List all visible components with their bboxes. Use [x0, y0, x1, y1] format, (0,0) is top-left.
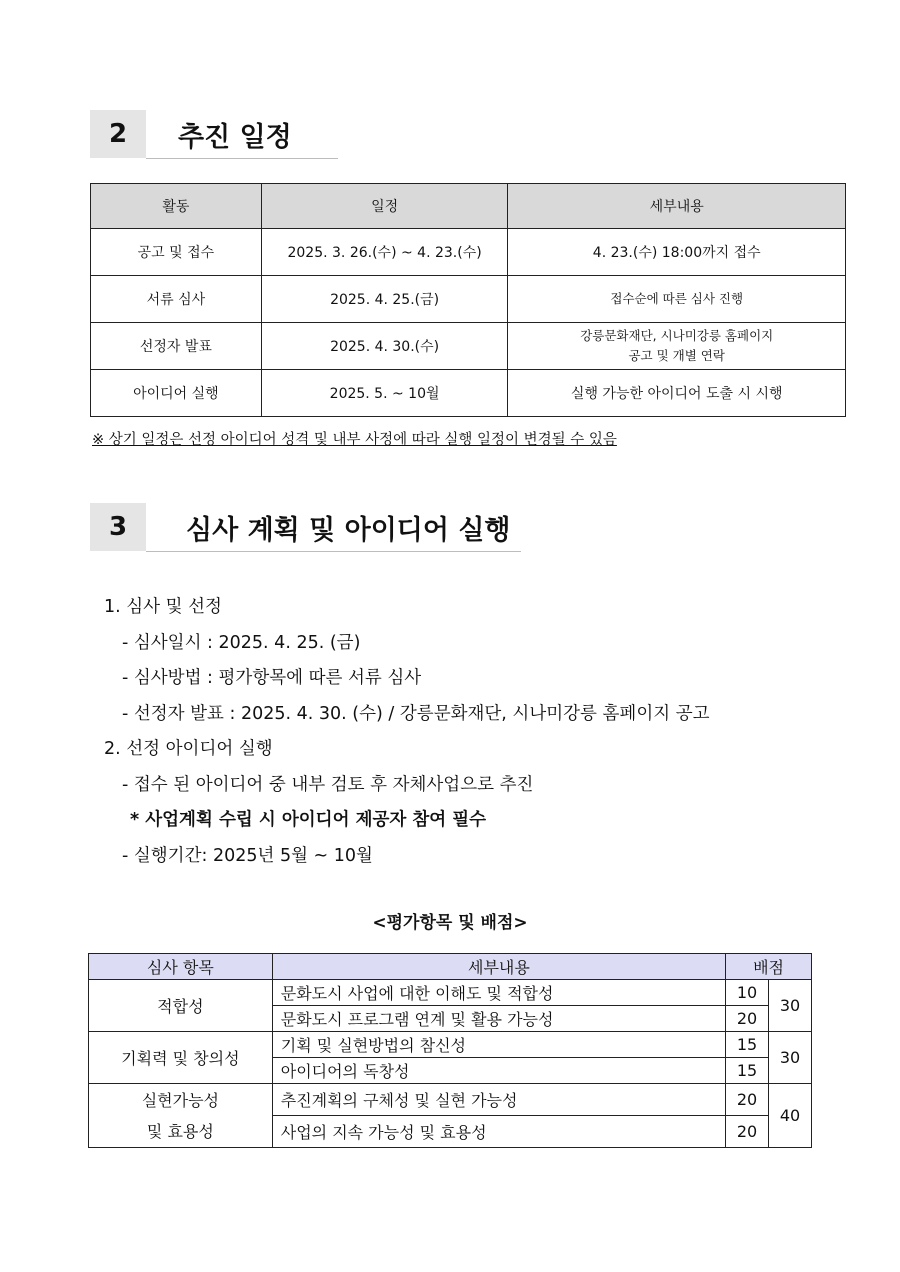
header-cell: 배점: [726, 954, 812, 980]
score-cell: 10: [726, 980, 769, 1006]
table-row: [89, 980, 812, 1006]
score-cell: 20: [726, 1116, 769, 1148]
schedule-cell: 2025. 5. ~ 10월: [261, 370, 508, 417]
total-cell: 30: [769, 980, 812, 1032]
total-cell: 40: [769, 1084, 812, 1148]
detail-cell: 문화도시 사업에 대한 이해도 및 적합성: [272, 980, 725, 1006]
list-item: - 심사방법 : 평가항목에 따른 서류 심사: [122, 668, 422, 688]
header-cell: 심사 항목: [89, 954, 273, 980]
score-cell: 15: [726, 1058, 769, 1084]
list-item: - 실행기간: 2025년 5월 ~ 10월: [122, 845, 373, 866]
detail-cell: 사업의 지속 가능성 및 효용성: [272, 1116, 725, 1148]
section-title: 추진 일정: [146, 110, 338, 159]
section-2-heading: [90, 110, 338, 160]
detail-cell: 문화도시 프로그램 연계 및 활용 가능성: [272, 1006, 725, 1032]
category-line: 실현가능성: [141, 1090, 219, 1110]
category-cell: 적합성: [89, 980, 273, 1032]
header-cell: 일정: [261, 184, 508, 229]
table-row: [89, 1032, 812, 1058]
score-cell: 15: [726, 1032, 769, 1058]
detail-cell: 실행 가능한 아이디어 도출 시 시행: [508, 370, 846, 417]
section-number: 3: [90, 503, 146, 551]
evaluation-table: [88, 953, 812, 1148]
activity-cell: 아이디어 실행: [91, 370, 262, 417]
table-header-row: [89, 954, 812, 980]
section-3-heading: [90, 503, 521, 553]
schedule-cell: 2025. 4. 30.(수): [261, 323, 508, 370]
schedule-cell: 2025. 3. 26.(수) ~ 4. 23.(수): [261, 229, 508, 276]
detail-cell: 접수순에 따른 심사 진행: [508, 276, 846, 323]
header-cell: 세부내용: [508, 184, 846, 229]
score-cell: 20: [726, 1084, 769, 1116]
list-item: - 접수 된 아이디어 중 내부 검토 후 자체사업으로 추진: [122, 774, 534, 795]
review-plan-list: [104, 590, 710, 874]
table-row: [91, 323, 846, 370]
detail-line: 강릉문화재단, 시나미강릉 홈페이지: [580, 328, 774, 343]
list-item: - 심사일시 : 2025. 4. 25. (금): [122, 632, 361, 653]
category-cell: 기획력 및 창의성: [89, 1032, 273, 1084]
detail-cell: [508, 323, 846, 370]
detail-line: 공고 및 개별 연락: [628, 348, 725, 363]
total-cell: 30: [769, 1032, 812, 1084]
activity-cell: 서류 심사: [91, 276, 262, 323]
table-header-row: [91, 184, 846, 229]
header-cell: 활동: [91, 184, 262, 229]
activity-cell: 공고 및 접수: [91, 229, 262, 276]
schedule-note: ※ 상기 일정은 선정 아이디어 성격 및 내부 사정에 따라 실행 일정이 변경될 수 있음: [92, 432, 617, 448]
score-cell: 20: [726, 1006, 769, 1032]
detail-cell: 추진계획의 구체성 및 실현 가능성: [272, 1084, 725, 1116]
schedule-table: [90, 183, 846, 417]
table-row: [91, 229, 846, 276]
list-item-emphasis: * 사업계획 수립 시 아이디어 제공자 참여 필수: [130, 810, 487, 830]
table-row: [91, 370, 846, 417]
section-title: 심사 계획 및 아이디어 실행: [146, 503, 521, 552]
table-row: [89, 1084, 812, 1116]
evaluation-title: <평가항목 및 배점>: [372, 913, 528, 933]
detail-cell: 아이디어의 독창성: [272, 1058, 725, 1084]
list-item: 1. 심사 및 선정: [104, 597, 222, 617]
category-cell: [89, 1084, 273, 1148]
table-row: [91, 276, 846, 323]
category-line: 및 효용성: [146, 1121, 214, 1141]
schedule-cell: 2025. 4. 25.(금): [261, 276, 508, 323]
list-item: - 선정자 발표 : 2025. 4. 30. (수) / 강릉문화재단, 시나미강릉 홈페이지 공고: [122, 703, 710, 724]
section-number: 2: [90, 110, 146, 158]
detail-cell: 4. 23.(수) 18:00까지 접수: [508, 229, 846, 276]
detail-cell: 기획 및 실현방법의 참신성: [272, 1032, 725, 1058]
header-cell: 세부내용: [272, 954, 725, 980]
list-item: 2. 선정 아이디어 실행: [104, 739, 273, 759]
activity-cell: 선정자 발표: [91, 323, 262, 370]
